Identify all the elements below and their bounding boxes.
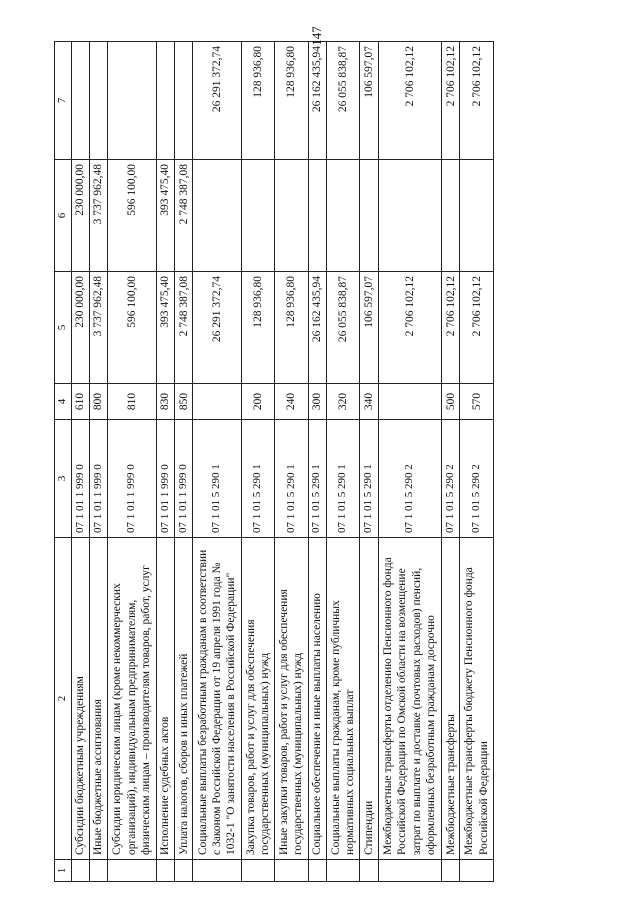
row-code-cell: 07 1 01 5 290 1 — [326, 420, 359, 538]
row-index-cell — [308, 860, 326, 882]
row-name-cell: Иные закупки товаров, работ и услуг для обеспечения государственных (муниципальных) нужд — [275, 538, 308, 860]
row-index-cell — [378, 860, 442, 882]
row-name-cell: Стипендии — [360, 538, 378, 860]
row-col7-cell: 128 936,80 — [275, 42, 308, 160]
row-name-cell: Уплата налогов, сборов и иных платежей — [175, 538, 193, 860]
header-cell-4: 4 — [55, 384, 72, 420]
row-code-cell: 07 1 01 5 290 1 — [275, 420, 308, 538]
row-code-cell: 07 1 01 5 290 1 — [308, 420, 326, 538]
row-name-cell: Социальные выплаты гражданам, кроме публичных нормативных социальных выплат — [326, 538, 359, 860]
row-col5-cell: 106 597,07 — [360, 272, 378, 384]
budget-table — [54, 41, 494, 882]
row-index-cell — [360, 860, 378, 882]
row-name-cell: Закупка товаров, работ и услуг для обеспечения государственных (муниципальных) нужд — [241, 538, 274, 860]
row-index-cell — [460, 860, 494, 882]
row-name-cell: Межбюджетные трансферты бюджету Пенсионного фонда Российской Федерации — [460, 538, 494, 860]
row-name-cell: Субсидии юридическим лицам (кроме некоммерческих организаций), индивидуальным предпринимателям, физическим лицам – производителям товаров, работ, услуг — [108, 538, 157, 860]
table-row — [308, 42, 326, 882]
row-col6-cell: 3 737 962,48 — [90, 160, 108, 272]
row-code-cell: 07 1 01 1 999 0 — [71, 420, 89, 538]
row-col7-cell: 2 706 102,12 — [442, 42, 460, 160]
row-code-cell: 07 1 01 1 999 0 — [90, 420, 108, 538]
header-cell-3: 3 — [55, 420, 72, 538]
row-vr-cell — [378, 384, 442, 420]
table-row — [442, 42, 460, 882]
row-vr-cell: 300 — [308, 384, 326, 420]
row-col7-cell: 2 706 102,12 — [378, 42, 442, 160]
row-vr-cell: 320 — [326, 384, 359, 420]
row-name-cell: Социальные выплаты безработным гражданам в соответствии с Законом Российской Федерации от 19 апреля 1991 года № 1032-1 "О занятости населения в Российской Федерации" — [193, 538, 242, 860]
row-col6-cell — [326, 160, 359, 272]
row-code-cell: 07 1 01 5 290 1 — [241, 420, 274, 538]
row-col5-cell: 2 706 102,12 — [442, 272, 460, 384]
row-col5-cell: 26 291 372,74 — [193, 272, 242, 384]
table-row — [175, 42, 193, 882]
row-code-cell: 07 1 01 5 290 1 — [193, 420, 242, 538]
row-col7-cell — [71, 42, 89, 160]
row-col6-cell — [378, 160, 442, 272]
table-row — [193, 42, 242, 882]
row-col5-cell: 128 936,80 — [241, 272, 274, 384]
row-col7-cell: 26 055 838,87 — [326, 42, 359, 160]
header-cell-7: 7 — [55, 42, 72, 160]
row-col5-cell: 393 475,40 — [156, 272, 174, 384]
row-vr-cell: 850 — [175, 384, 193, 420]
row-col7-cell — [108, 42, 157, 160]
row-col7-cell: 128 936,80 — [241, 42, 274, 160]
row-col6-cell — [360, 160, 378, 272]
row-col7-cell: 2 706 102,12 — [460, 42, 494, 160]
row-code-cell: 07 1 01 5 290 1 — [360, 420, 378, 538]
row-col5-cell: 596 100,00 — [108, 272, 157, 384]
row-col5-cell: 3 737 962,48 — [90, 272, 108, 384]
row-vr-cell: 810 — [108, 384, 157, 420]
row-index-cell — [90, 860, 108, 882]
row-name-cell: Межбюджетные трансферты отделению Пенсионного фонда Российской Федерации по Омской области на возмещение затрат по выплате и доставке (почтовых расходов) пенсий, оформленных безработным гражданам досрочно — [378, 538, 442, 860]
row-col7-cell — [156, 42, 174, 160]
table-row — [326, 42, 359, 882]
row-col6-cell: 393 475,40 — [156, 160, 174, 272]
row-col5-cell: 2 748 387,08 — [175, 272, 193, 384]
header-row — [55, 42, 72, 882]
row-name-cell: Иные бюджетные ассигнования — [90, 538, 108, 860]
row-col5-cell: 26 055 838,87 — [326, 272, 359, 384]
table-row — [156, 42, 174, 882]
row-col6-cell — [193, 160, 242, 272]
row-index-cell — [71, 860, 89, 882]
row-code-cell: 07 1 01 1 999 0 — [156, 420, 174, 538]
row-index-cell — [175, 860, 193, 882]
row-col7-cell: 26 291 372,74 — [193, 42, 242, 160]
row-col6-cell — [460, 160, 494, 272]
row-col5-cell: 128 936,80 — [275, 272, 308, 384]
row-col5-cell: 2 706 102,12 — [378, 272, 442, 384]
row-col7-cell: 26 162 435,94 — [308, 42, 326, 160]
row-col7-cell: 106 597,07 — [360, 42, 378, 160]
row-name-cell: Межбюджетные трансферты — [442, 538, 460, 860]
row-vr-cell: 240 — [275, 384, 308, 420]
table-row — [90, 42, 108, 882]
table-row — [108, 42, 157, 882]
row-index-cell — [442, 860, 460, 882]
row-col5-cell: 230 000,00 — [71, 272, 89, 384]
row-vr-cell: 800 — [90, 384, 108, 420]
table-row — [71, 42, 89, 882]
row-col6-cell — [442, 160, 460, 272]
row-vr-cell: 340 — [360, 384, 378, 420]
row-code-cell: 07 1 01 5 290 2 — [460, 420, 494, 538]
row-code-cell: 07 1 01 5 290 2 — [378, 420, 442, 538]
row-vr-cell: 500 — [442, 384, 460, 420]
table-row — [241, 42, 274, 882]
row-vr-cell: 570 — [460, 384, 494, 420]
row-index-cell — [156, 860, 174, 882]
page-number: 147 — [309, 26, 324, 46]
row-col5-cell: 26 162 435,94 — [308, 272, 326, 384]
row-index-cell — [275, 860, 308, 882]
row-col7-cell — [90, 42, 108, 160]
table-row — [460, 42, 494, 882]
row-name-cell: Социальное обеспечение и иные выплаты населению — [308, 538, 326, 860]
table-container — [54, 42, 494, 882]
row-col6-cell — [241, 160, 274, 272]
row-col6-cell: 596 100,00 — [108, 160, 157, 272]
table-row — [275, 42, 308, 882]
header-cell-2: 2 — [55, 538, 72, 860]
row-code-cell: 07 1 01 5 290 2 — [442, 420, 460, 538]
row-name-cell: Субсидии бюджетным учреждениям — [71, 538, 89, 860]
row-vr-cell: 830 — [156, 384, 174, 420]
row-col6-cell: 2 748 387,08 — [175, 160, 193, 272]
row-col6-cell — [275, 160, 308, 272]
row-name-cell: Исполнение судебных актов — [156, 538, 174, 860]
table-row — [378, 42, 442, 882]
row-code-cell: 07 1 01 1 999 0 — [108, 420, 157, 538]
table-row — [360, 42, 378, 882]
row-index-cell — [108, 860, 157, 882]
row-index-cell — [326, 860, 359, 882]
header-cell-1: 1 — [55, 860, 72, 882]
row-vr-cell: 610 — [71, 384, 89, 420]
header-cell-5: 5 — [55, 272, 72, 384]
row-vr-cell — [193, 384, 242, 420]
row-index-cell — [193, 860, 242, 882]
row-col6-cell — [308, 160, 326, 272]
row-col7-cell — [175, 42, 193, 160]
row-col6-cell: 230 000,00 — [71, 160, 89, 272]
row-col5-cell: 2 706 102,12 — [460, 272, 494, 384]
row-index-cell — [241, 860, 274, 882]
header-cell-6: 6 — [55, 160, 72, 272]
row-code-cell: 07 1 01 1 999 0 — [175, 420, 193, 538]
row-vr-cell: 200 — [241, 384, 274, 420]
